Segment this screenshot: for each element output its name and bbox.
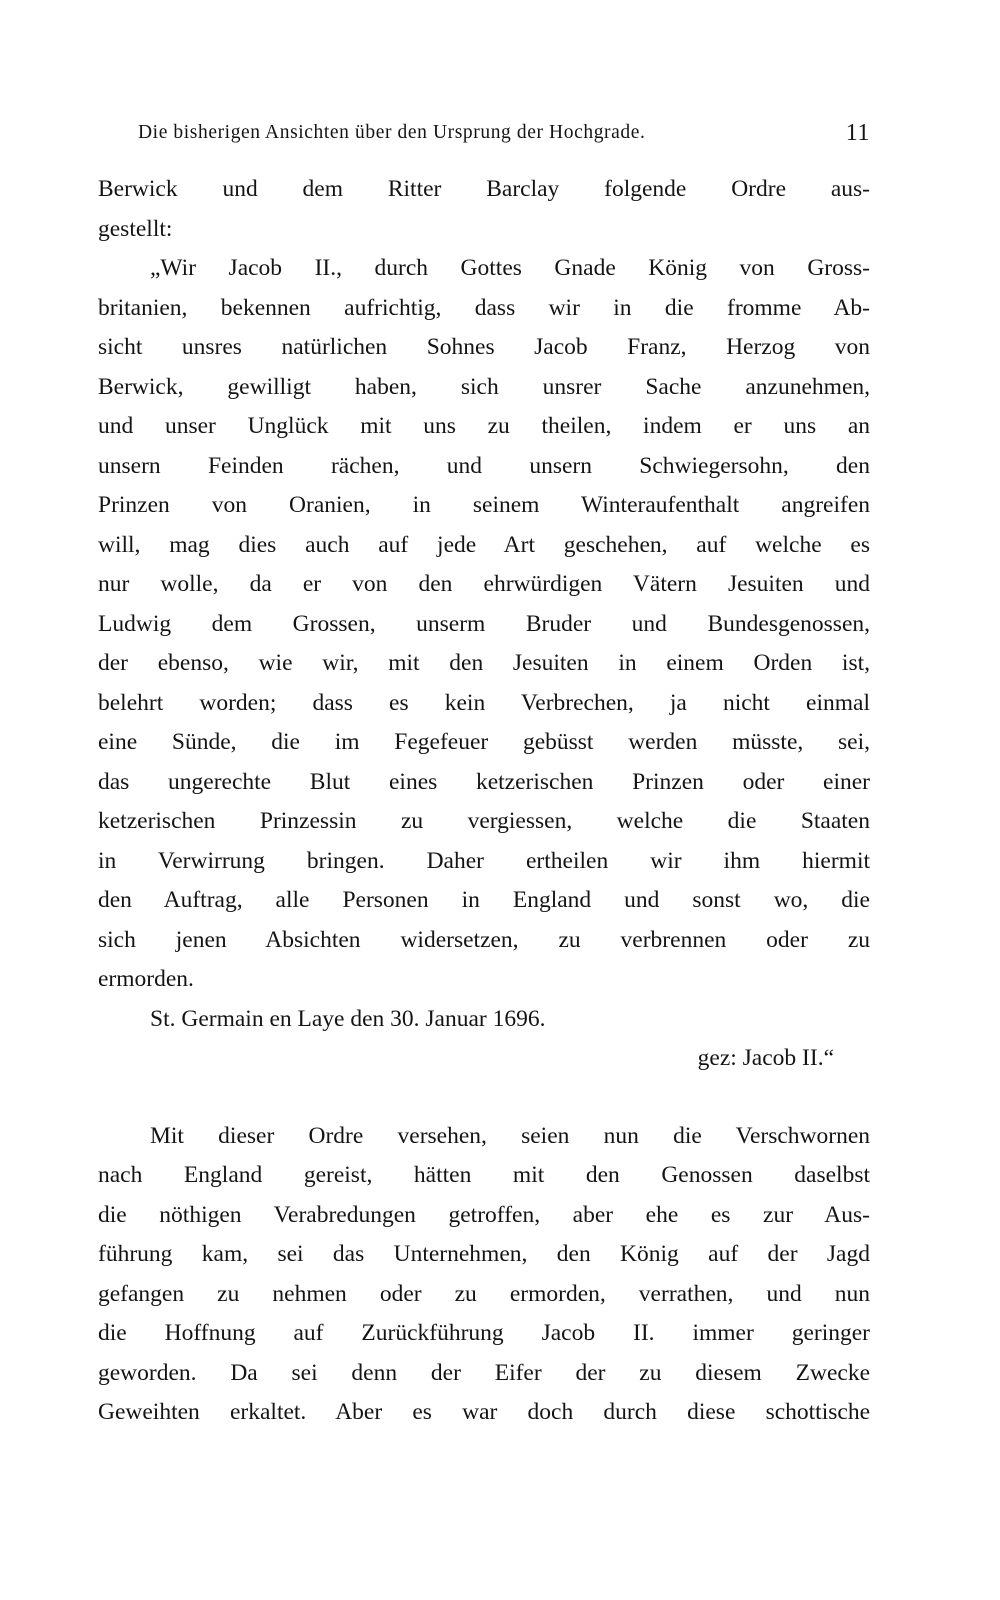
text-line: die Hoffnung auf Zurückführung Jacob II. immer geringer <box>98 1320 870 1346</box>
page-number: 11 <box>845 120 870 146</box>
text-line: gefangen zu nehmen oder zu ermorden, verrathen, und nun <box>98 1280 870 1307</box>
text-line: gestellt: <box>98 215 173 242</box>
paragraph-signature <box>98 1039 870 1079</box>
text-line: sich jenen Absichten widersetzen, zu verbrennen oder zu <box>98 926 870 953</box>
text-line: geworden. Da sei denn der Eifer der zu diesem Zwecke <box>98 1359 870 1386</box>
text-line: britanien, bekennen aufrichtig, dass wir in die fromme Ab- <box>98 294 870 321</box>
text-line: den Auftrag, alle Personen in England und sonst wo, die <box>98 887 870 913</box>
paragraph-narrative <box>98 1117 870 1433</box>
running-head-title: Die bisherigen Ansichten über den Ursprung der Hochgrade. <box>138 122 646 143</box>
text-line: belehrt worden; dass es kein Verbrechen, ja nicht einmal <box>98 689 870 716</box>
text-line: und unser Unglück mit uns zu theilen, indem er uns an <box>98 413 870 439</box>
text-line: Berwick und dem Ritter Barclay folgende Ordre aus- <box>98 176 870 202</box>
paragraph-place-date <box>98 1000 870 1040</box>
text-line: der ebenso, wie wir, mit den Jesuiten in einem Orden ist, <box>98 650 870 676</box>
text-line: Ludwig dem Grossen, unserm Bruder und Bundesgenossen, <box>98 610 870 637</box>
text-line: das ungerechte Blut eines ketzerischen Prinzen oder einer <box>98 768 870 795</box>
text-line: ketzerischen Prinzessin zu vergiessen, welche die Staaten <box>98 808 870 834</box>
text-line: nur wolle, da er von den ehrwürdigen Vätern Jesuiten und <box>98 571 870 597</box>
text-line: Mit dieser Ordre versehen, seien nun die Verschwornen <box>150 1122 870 1149</box>
text-line: nach England gereist, hätten mit den Genossen daselbst <box>98 1162 870 1188</box>
text-line: will, mag dies auch auf jede Art geschehen, auf welche es <box>98 531 870 558</box>
text-line: sicht unsres natürlichen Sohnes Jacob Franz, Herzog von <box>98 334 870 360</box>
text-line: ermorden. <box>98 966 194 992</box>
signature-line: gez: Jacob II.“ <box>697 1045 834 1071</box>
body-text <box>98 170 870 1433</box>
text-line: „Wir Jacob II., durch Gottes Gnade König von Gross- <box>150 255 870 281</box>
paragraph-intro <box>98 170 870 249</box>
paragraph-quoted-order <box>98 249 870 1000</box>
text-line: Berwick, gewilligt haben, sich unsrer Sache anzunehmen, <box>98 373 870 400</box>
text-line: führung kam, sei das Unternehmen, den König auf der Jagd <box>98 1241 870 1267</box>
text-line: in Verwirrung bringen. Daher ertheilen wir ihm hiermit <box>98 847 870 874</box>
text-line: die nöthigen Verabredungen getroffen, aber ehe es zur Aus- <box>98 1201 870 1228</box>
place-date-line: St. Germain en Laye den 30. Januar 1696. <box>150 1005 546 1032</box>
text-line: Prinzen von Oranien, in seinem Winteraufenthalt angreifen <box>98 492 870 518</box>
text-line: unsern Feinden rächen, und unsern Schwiegersohn, den <box>98 452 870 479</box>
text-line: Geweihten erkaltet. Aber es war doch durch diese schottische <box>98 1399 870 1425</box>
paragraph-spacer <box>98 1079 870 1117</box>
text-line: eine Sünde, die im Fegefeuer gebüsst werden müsste, sei, <box>98 729 870 755</box>
running-head <box>138 118 870 148</box>
